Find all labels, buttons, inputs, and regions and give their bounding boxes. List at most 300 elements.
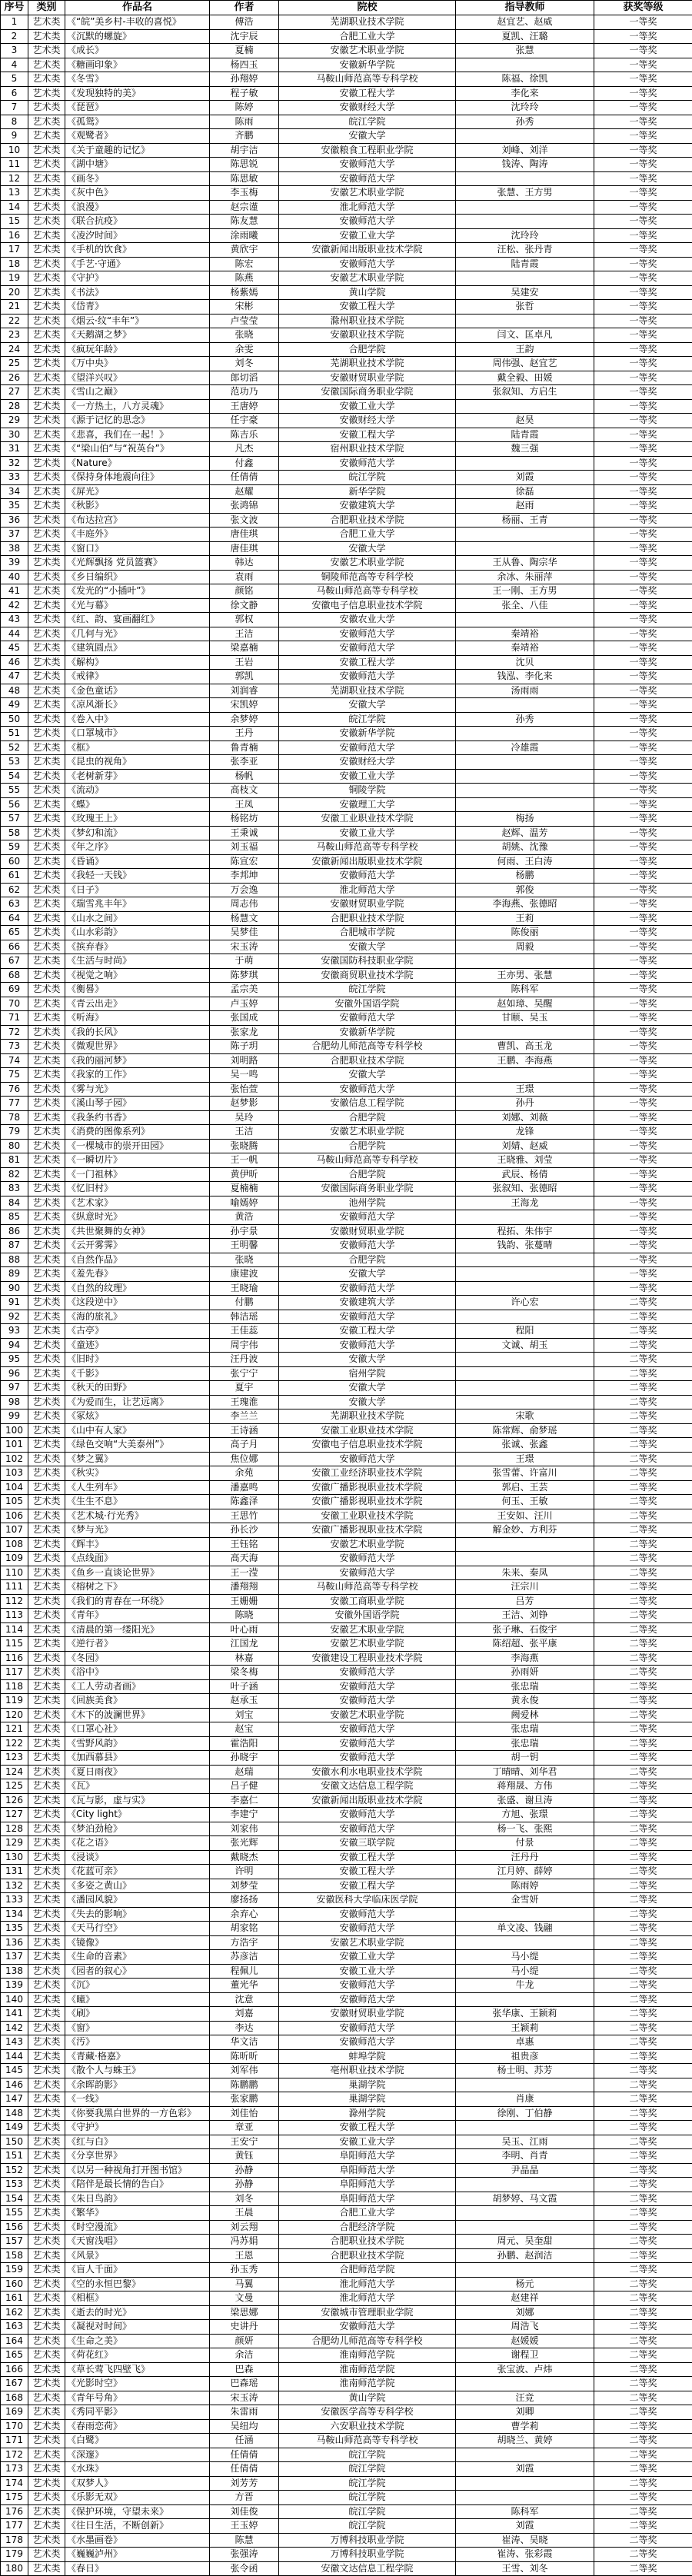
table-row <box>1 1722 692 1737</box>
cell-award: 一等奖 <box>594 897 692 912</box>
cell-author: 孙玉秀 <box>210 2263 279 2278</box>
table-row <box>1 1366 692 1381</box>
cell-category: 艺术类 <box>28 200 65 215</box>
cell-category: 艺术类 <box>28 2121 65 2135</box>
cell-award: 二等奖 <box>594 1452 692 1466</box>
cell-category: 艺术类 <box>28 541 65 556</box>
cell-index: 92 <box>1 1310 28 1324</box>
cell-category: 艺术类 <box>28 2106 65 2121</box>
cell-author: 张光辉 <box>210 1836 279 1851</box>
cell-title: 《手机的饮食》 <box>65 243 210 258</box>
cell-author: 李玉梅 <box>210 186 279 201</box>
cell-author: 陈吉乐 <box>210 428 279 442</box>
table-row <box>1 44 692 58</box>
cell-teacher <box>456 271 594 286</box>
cell-author: 孙长沙 <box>210 1523 279 1538</box>
table-row <box>1 2192 692 2206</box>
cell-teacher: 吴建安 <box>456 285 594 300</box>
cell-index: 36 <box>1 513 28 528</box>
cell-author: 任倩倩 <box>210 2462 279 2477</box>
cell-index: 113 <box>1 1609 28 1623</box>
cell-school: 安徽工业经济职业技术学院 <box>279 1466 456 1481</box>
table-row <box>1 271 692 286</box>
table-row <box>1 1808 692 1822</box>
cell-category: 艺术类 <box>28 926 65 940</box>
cell-author: 王丹 <box>210 727 279 741</box>
cell-school: 新华学院 <box>279 484 456 499</box>
cell-school: 芜湖职业技术学院 <box>279 1409 456 1424</box>
cell-index: 29 <box>1 414 28 428</box>
table-row <box>1 997 692 1011</box>
cell-author: 鲁青楠 <box>210 741 279 755</box>
cell-author: 刘润睿 <box>210 684 279 698</box>
cell-author: 杨铭坊 <box>210 812 279 827</box>
header-category: 类别 <box>28 1 65 15</box>
cell-index: 107 <box>1 1523 28 1538</box>
table-body <box>1 15 692 2576</box>
cell-teacher: 周浩飞 <box>456 2320 594 2335</box>
cell-category: 艺术类 <box>28 1694 65 1709</box>
cell-award: 一等奖 <box>594 1068 692 1083</box>
cell-title: 《巍巍泸州》 <box>65 2548 210 2562</box>
cell-category: 艺术类 <box>28 528 65 542</box>
cell-index: 24 <box>1 342 28 357</box>
cell-author: 江国龙 <box>210 1637 279 1652</box>
cell-teacher <box>456 129 594 144</box>
cell-index: 58 <box>1 826 28 840</box>
cell-school: 安徽工业大学 <box>279 2135 456 2149</box>
cell-school: 皖江学院 <box>279 2491 456 2505</box>
cell-category: 艺术类 <box>28 2149 65 2164</box>
cell-author: 张李亚 <box>210 755 279 770</box>
cell-category: 艺术类 <box>28 2533 65 2548</box>
table-row <box>1 1125 692 1140</box>
header-award: 获奖等级 <box>594 1 692 15</box>
cell-school: 安徽工业大学 <box>279 228 456 243</box>
cell-school: 安徽国际商务职业学院 <box>279 1182 456 1196</box>
cell-author: 刘明路 <box>210 1053 279 1068</box>
cell-school: 安徽师范大学 <box>279 171 456 186</box>
cell-school: 安徽工程大学 <box>279 2121 456 2135</box>
cell-index: 26 <box>1 371 28 385</box>
cell-title: 《我轻一天钱》 <box>65 869 210 884</box>
cell-award: 二等奖 <box>594 1979 692 1993</box>
cell-author: 李建宁 <box>210 1808 279 1822</box>
cell-title: 《瑞雪兆丰年》 <box>65 897 210 912</box>
cell-school: 万博科技职业学院 <box>279 2548 456 2562</box>
cell-award: 一等奖 <box>594 1281 692 1296</box>
cell-school: 安徽大学 <box>279 541 456 556</box>
table-row <box>1 1950 692 1965</box>
cell-category: 艺术类 <box>28 954 65 969</box>
cell-index: 130 <box>1 1850 28 1865</box>
cell-author: 孙静 <box>210 2163 279 2178</box>
cell-title: 《春日》 <box>65 2561 210 2576</box>
cell-index: 129 <box>1 1836 28 1851</box>
cell-teacher: 张叙知、方启生 <box>456 385 594 400</box>
cell-award: 一等奖 <box>594 883 692 897</box>
cell-award: 一等奖 <box>594 997 692 1011</box>
cell-award: 一等奖 <box>594 499 692 514</box>
cell-teacher: 王从鲁、陶宗华 <box>456 556 594 571</box>
cell-award: 一等奖 <box>594 228 692 243</box>
cell-author: 张令函 <box>210 2561 279 2576</box>
table-row <box>1 954 692 969</box>
cell-category: 艺术类 <box>28 1580 65 1595</box>
cell-title: 《乐影无双》 <box>65 2491 210 2505</box>
cell-teacher: 余冰、朱丽萍 <box>456 570 594 584</box>
cell-school: 蚌埠学院 <box>279 2049 456 2064</box>
cell-category: 艺术类 <box>28 1651 65 1666</box>
table-row <box>1 812 692 827</box>
cell-teacher <box>456 2476 594 2491</box>
cell-school: 池州学院 <box>279 1196 456 1210</box>
table-row <box>1 1609 692 1623</box>
cell-teacher: 钱泓、李化来 <box>456 670 594 684</box>
cell-author: 王安宁 <box>210 2135 279 2149</box>
table-row <box>1 2206 692 2221</box>
cell-school: 皖江学院 <box>279 2519 456 2534</box>
cell-category: 艺术类 <box>28 2561 65 2576</box>
cell-teacher: 郭启、王芸 <box>456 1480 594 1495</box>
cell-teacher <box>456 1025 594 1040</box>
table-row <box>1 2391 692 2405</box>
cell-index: 53 <box>1 755 28 770</box>
cell-category: 艺术类 <box>28 784 65 798</box>
table-row <box>1 2362 692 2377</box>
cell-author: 刘佳俊 <box>210 2504 279 2519</box>
cell-award: 一等奖 <box>594 1025 692 1040</box>
cell-award: 二等奖 <box>594 2291 692 2306</box>
cell-category: 艺术类 <box>28 1281 65 1296</box>
table-row <box>1 15 692 30</box>
cell-author: 刘嘉 <box>210 2007 279 2022</box>
cell-award: 二等奖 <box>594 2533 692 2548</box>
table-row <box>1 2405 692 2420</box>
cell-index: 133 <box>1 1893 28 1908</box>
cell-index: 81 <box>1 1153 28 1168</box>
cell-category: 艺术类 <box>28 584 65 599</box>
cell-category: 艺术类 <box>28 1907 65 1922</box>
table-row <box>1 883 692 897</box>
cell-author: 刘冬 <box>210 357 279 371</box>
cell-school: 阜阳师范大学 <box>279 2163 456 2178</box>
cell-teacher: 夏凯、汪璐 <box>456 29 594 44</box>
cell-award: 二等奖 <box>594 1865 692 1879</box>
cell-category: 艺术类 <box>28 1708 65 1722</box>
cell-award: 二等奖 <box>594 1765 692 1779</box>
table-row <box>1 1836 692 1851</box>
cell-teacher: 李海燕、张德昭 <box>456 897 594 912</box>
cell-award: 二等奖 <box>594 1879 692 1893</box>
cell-school: 皖江学院 <box>279 712 456 727</box>
table-row <box>1 1139 692 1153</box>
cell-index: 79 <box>1 1125 28 1140</box>
table-row <box>1 1381 692 1396</box>
cell-title: 《冢炫》 <box>65 1409 210 1424</box>
cell-index: 83 <box>1 1182 28 1196</box>
cell-title: 《你要我黑白世界的一方色彩》 <box>65 2106 210 2121</box>
cell-index: 71 <box>1 1011 28 1026</box>
cell-school: 滁州学院 <box>279 2106 456 2121</box>
cell-category: 艺术类 <box>28 2291 65 2306</box>
cell-author: 张国成 <box>210 1011 279 1026</box>
cell-award: 二等奖 <box>594 2548 692 2562</box>
cell-teacher: 陈常辉、俞梦瑶 <box>456 1423 594 1438</box>
table-row <box>1 2434 692 2448</box>
table-row <box>1 983 692 997</box>
cell-teacher: 孙雨妍 <box>456 1666 594 1680</box>
cell-title: 《点线面》 <box>65 1552 210 1566</box>
table-row <box>1 2220 692 2235</box>
cell-category: 艺术类 <box>28 570 65 584</box>
cell-author: 刘芳芳 <box>210 2476 279 2491</box>
cell-school: 合肥城市学院 <box>279 926 456 940</box>
cell-school: 安徽工业大学 <box>279 769 456 784</box>
cell-teacher: 程阳 <box>456 1324 594 1339</box>
cell-school: 安徽师范大学 <box>279 1239 456 1253</box>
cell-school: 安徽艺术职业学院 <box>279 44 456 58</box>
cell-author: 万会逸 <box>210 883 279 897</box>
cell-category: 艺术类 <box>28 1296 65 1310</box>
cell-teacher: 胡晓兰、黄婷 <box>456 2434 594 2448</box>
cell-teacher: 陈福、徐凯 <box>456 72 594 87</box>
cell-title: 《昏诵》 <box>65 854 210 869</box>
cell-title: 《守护》 <box>65 2121 210 2135</box>
cell-category: 艺术类 <box>28 1110 65 1125</box>
cell-category: 艺术类 <box>28 328 65 343</box>
cell-school: 安徽财贸职业学院 <box>279 371 456 385</box>
cell-award: 二等奖 <box>594 2135 692 2149</box>
cell-school: 安徽工业大学 <box>279 826 456 840</box>
cell-author: 余弃心 <box>210 1907 279 1922</box>
table-row <box>1 371 692 385</box>
cell-index: 4 <box>1 58 28 72</box>
cell-category: 艺术类 <box>28 2263 65 2278</box>
cell-teacher <box>456 2178 594 2192</box>
cell-award: 一等奖 <box>594 1253 692 1267</box>
cell-title: 《曈》 <box>65 1992 210 2007</box>
cell-category: 艺术类 <box>28 940 65 954</box>
cell-author: 孙宇景 <box>210 1224 279 1239</box>
table-row <box>1 2476 692 2491</box>
cell-index: 174 <box>1 2476 28 2491</box>
cell-school: 安徽师范大学 <box>279 1722 456 1737</box>
cell-author: 陈友慧 <box>210 215 279 229</box>
cell-award: 二等奖 <box>594 1708 692 1722</box>
table-row <box>1 1509 692 1523</box>
cell-category: 艺术类 <box>28 1167 65 1182</box>
cell-category: 艺术类 <box>28 1509 65 1523</box>
cell-category: 艺术类 <box>28 158 65 172</box>
cell-teacher: 刘峰、刘洋 <box>456 143 594 158</box>
cell-author: 史讲丹 <box>210 2320 279 2335</box>
cell-award: 二等奖 <box>594 1751 692 1766</box>
cell-title: 《湖中塘》 <box>65 158 210 172</box>
cell-category: 艺术类 <box>28 1182 65 1196</box>
cell-index: 37 <box>1 528 28 542</box>
cell-index: 39 <box>1 556 28 571</box>
table-row <box>1 670 692 684</box>
cell-author: 夏楠 <box>210 44 279 58</box>
cell-category: 艺术类 <box>28 968 65 983</box>
cell-school: 安徽师范大学 <box>279 158 456 172</box>
cell-teacher: 马小缇 <box>456 1964 594 1979</box>
cell-index: 171 <box>1 2434 28 2448</box>
cell-teacher: 丁晴晴、刘华君 <box>456 1765 594 1779</box>
table-row <box>1 1822 692 1836</box>
cell-award: 一等奖 <box>594 613 692 627</box>
cell-award: 二等奖 <box>594 2391 692 2405</box>
cell-index: 144 <box>1 2049 28 2064</box>
cell-award: 一等奖 <box>594 200 692 215</box>
cell-title: 《保持身体地震向往》 <box>65 471 210 485</box>
cell-school: 安徽师范大学 <box>279 1281 456 1296</box>
cell-title: 《回族美食》 <box>65 1694 210 1709</box>
cell-award: 一等奖 <box>594 655 692 670</box>
cell-teacher: 孙秀 <box>456 712 594 727</box>
cell-teacher: 周元、吴奎甜 <box>456 2235 594 2249</box>
cell-teacher: 祖贵彦 <box>456 2049 594 2064</box>
cell-category: 艺术类 <box>28 826 65 840</box>
cell-author: 梁思娜 <box>210 2305 279 2320</box>
cell-school: 安徽师范大学 <box>279 1992 456 2007</box>
cell-school: 安徽师范大学 <box>279 1751 456 1766</box>
cell-award: 一等奖 <box>594 399 692 414</box>
cell-author: 任涵 <box>210 2434 279 2448</box>
cell-title: 《浪漫》 <box>65 200 210 215</box>
cell-award: 二等奖 <box>594 2035 692 2050</box>
cell-category: 艺术类 <box>28 1053 65 1068</box>
cell-school: 马鞍山师范高等专科学校 <box>279 584 456 599</box>
cell-school: 安徽商贸职业技术学院 <box>279 968 456 983</box>
cell-award: 一等奖 <box>594 1097 692 1111</box>
cell-teacher: 王晓雅、刘莹 <box>456 1153 594 1168</box>
cell-category: 艺术类 <box>28 1338 65 1353</box>
cell-award: 二等奖 <box>594 2121 692 2135</box>
cell-school: 阜阳师范大学 <box>279 2192 456 2206</box>
cell-category: 艺术类 <box>28 2035 65 2050</box>
cell-index: 47 <box>1 670 28 684</box>
cell-author: 余洁 <box>210 2348 279 2363</box>
cell-index: 178 <box>1 2533 28 2548</box>
cell-title: 《雪野风韵》 <box>65 1736 210 1751</box>
cell-award: 二等奖 <box>594 2448 692 2462</box>
cell-index: 147 <box>1 2092 28 2107</box>
cell-index: 9 <box>1 129 28 144</box>
cell-award: 二等奖 <box>594 2064 692 2078</box>
cell-school: 安徽师范大学 <box>279 1979 456 1993</box>
cell-teacher: 陆青霞 <box>456 428 594 442</box>
cell-title: 《消费的图像系列》 <box>65 1125 210 1140</box>
table-row <box>1 1495 692 1509</box>
cell-title: 《瓦》 <box>65 1779 210 1794</box>
cell-school: 安徽师范大学 <box>279 257 456 271</box>
cell-index: 62 <box>1 883 28 897</box>
cell-award: 一等奖 <box>594 670 692 684</box>
cell-school: 安徽艺术职业学院 <box>279 1935 456 1950</box>
cell-award: 二等奖 <box>594 1907 692 1922</box>
cell-author: 郭凯 <box>210 670 279 684</box>
cell-title: 《沉默的螺旋》 <box>65 29 210 44</box>
cell-school: 安徽新闻出版职业技术学院 <box>279 243 456 258</box>
table-row <box>1 1452 692 1466</box>
table-row <box>1 1409 692 1424</box>
cell-category: 艺术类 <box>28 1609 65 1623</box>
cell-school: 皖江学院 <box>279 2504 456 2519</box>
cell-category: 艺术类 <box>28 1082 65 1097</box>
cell-index: 165 <box>1 2348 28 2363</box>
cell-teacher: 张忠瑞 <box>456 1722 594 1737</box>
cell-teacher <box>456 1253 594 1267</box>
cell-title: 《山水之间》 <box>65 911 210 926</box>
cell-teacher: 王海龙 <box>456 1196 594 1210</box>
cell-category: 艺术类 <box>28 1068 65 1083</box>
cell-award: 一等奖 <box>594 471 692 485</box>
cell-school: 黄山学院 <box>279 2391 456 2405</box>
cell-index: 77 <box>1 1097 28 1111</box>
table-row <box>1 1566 692 1580</box>
cell-author: 赵承玉 <box>210 1694 279 1709</box>
cell-author: 张家龙 <box>210 1025 279 1040</box>
cell-index: 60 <box>1 854 28 869</box>
cell-teacher: 沈玲玲 <box>456 228 594 243</box>
cell-school: 安徽医科大学临床医学院 <box>279 1893 456 1908</box>
cell-school: 安徽工商职业学院 <box>279 1594 456 1609</box>
table-row <box>1 471 692 485</box>
cell-award: 二等奖 <box>594 1537 692 1552</box>
cell-category: 艺术类 <box>28 1879 65 1893</box>
table-row <box>1 797 692 812</box>
cell-title: 《窗口》 <box>65 541 210 556</box>
cell-author: 沈宇辰 <box>210 29 279 44</box>
cell-index: 131 <box>1 1865 28 1879</box>
cell-category: 艺术类 <box>28 613 65 627</box>
cell-school: 安徽三联学院 <box>279 1836 456 1851</box>
cell-category: 艺术类 <box>28 598 65 613</box>
cell-award: 二等奖 <box>594 1922 692 1936</box>
table-row <box>1 1097 692 1111</box>
cell-award: 一等奖 <box>594 428 692 442</box>
cell-award: 一等奖 <box>594 1239 692 1253</box>
cell-category: 艺术类 <box>28 1409 65 1424</box>
cell-title: 《艺术家》 <box>65 1196 210 1210</box>
cell-teacher: 陈科军 <box>456 2504 594 2519</box>
cell-school: 安徽艺术职业学院 <box>279 1637 456 1652</box>
table-row <box>1 1253 692 1267</box>
table-row <box>1 72 692 87</box>
cell-award: 二等奖 <box>594 1566 692 1580</box>
cell-category: 艺术类 <box>28 755 65 770</box>
cell-title: 《青云出走》 <box>65 997 210 1011</box>
cell-school: 合肥职业技术学院 <box>279 2235 456 2249</box>
cell-teacher: 卓惠 <box>456 2035 594 2050</box>
cell-author: 陈慧 <box>210 2533 279 2548</box>
cell-title: 《风景》 <box>65 2248 210 2263</box>
cell-title: 《生命的音素》 <box>65 1950 210 1965</box>
table-row <box>1 2235 692 2249</box>
cell-title: 《疯玩年龄》 <box>65 342 210 357</box>
cell-teacher <box>456 528 594 542</box>
cell-author: 吴玲 <box>210 1110 279 1125</box>
cell-author: 李达 <box>210 2021 279 2035</box>
cell-title: 《卷入中》 <box>65 712 210 727</box>
cell-index: 21 <box>1 300 28 315</box>
cell-award: 二等奖 <box>594 2348 692 2363</box>
cell-school: 皖江学院 <box>279 983 456 997</box>
cell-author: 杨慧文 <box>210 911 279 926</box>
cell-index: 80 <box>1 1139 28 1153</box>
